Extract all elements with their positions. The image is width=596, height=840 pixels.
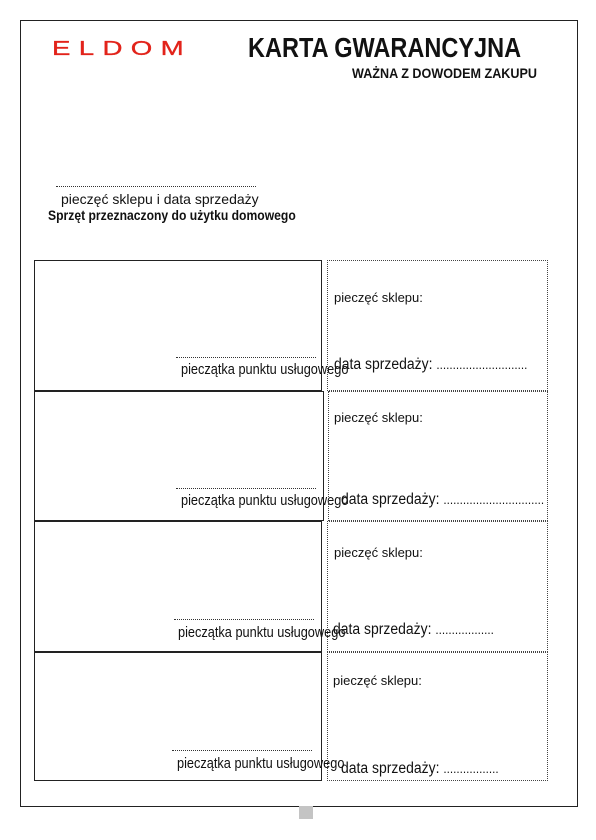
service-stamp-label: pieczątka punktu usługowego [177, 756, 345, 772]
page-marker [299, 806, 313, 819]
sale-date-field [341, 491, 544, 509]
service-stamp-line [176, 488, 316, 489]
service-stamp-line [174, 619, 314, 620]
sale-date-dots: ................. [443, 761, 499, 776]
sale-date-dots: ............................ [436, 357, 528, 372]
shop-stamp-label: pieczęć sklepu: [334, 290, 423, 305]
sale-date-label: data sprzedaży: [334, 356, 433, 373]
page-title: KARTA GWARANCYJNA [248, 32, 522, 63]
sale-date-dots: .................. [435, 622, 494, 637]
sale-date-label: data sprzedaży: [341, 760, 440, 777]
eldom-logo [52, 36, 192, 58]
shop-stamp-label: pieczęć sklepu: [334, 410, 423, 425]
shop-stamp-label: pieczęć sklepu: [334, 545, 423, 560]
service-stamp-label: pieczątka punktu usługowego [178, 625, 346, 641]
sale-date-field [334, 356, 527, 374]
shop-stamp-label: pieczęć sklepu: [333, 673, 422, 688]
sale-date-label: data sprzedaży: [341, 491, 440, 508]
sale-date-field [333, 621, 494, 639]
shop-stamp-line [56, 186, 256, 187]
sale-date-label: data sprzedaży: [333, 621, 432, 638]
page-subtitle: WAŻNA Z DOWODEM ZAKUPU [352, 65, 538, 81]
sale-date-field [341, 760, 499, 778]
domestic-use-note: Sprzęt przeznaczony do użytku domowego [48, 208, 296, 223]
shop-stamp-date-label: pieczęć sklepu i data sprzedaży [61, 191, 259, 207]
sale-date-dots: ............................... [443, 492, 545, 507]
service-stamp-label: pieczątka punktu usługowego [181, 493, 349, 509]
service-stamp-line [172, 750, 312, 751]
service-stamp-label: pieczątka punktu usługowego [181, 362, 349, 378]
service-stamp-line [176, 357, 316, 358]
logo-text: ELDOM [52, 38, 192, 58]
